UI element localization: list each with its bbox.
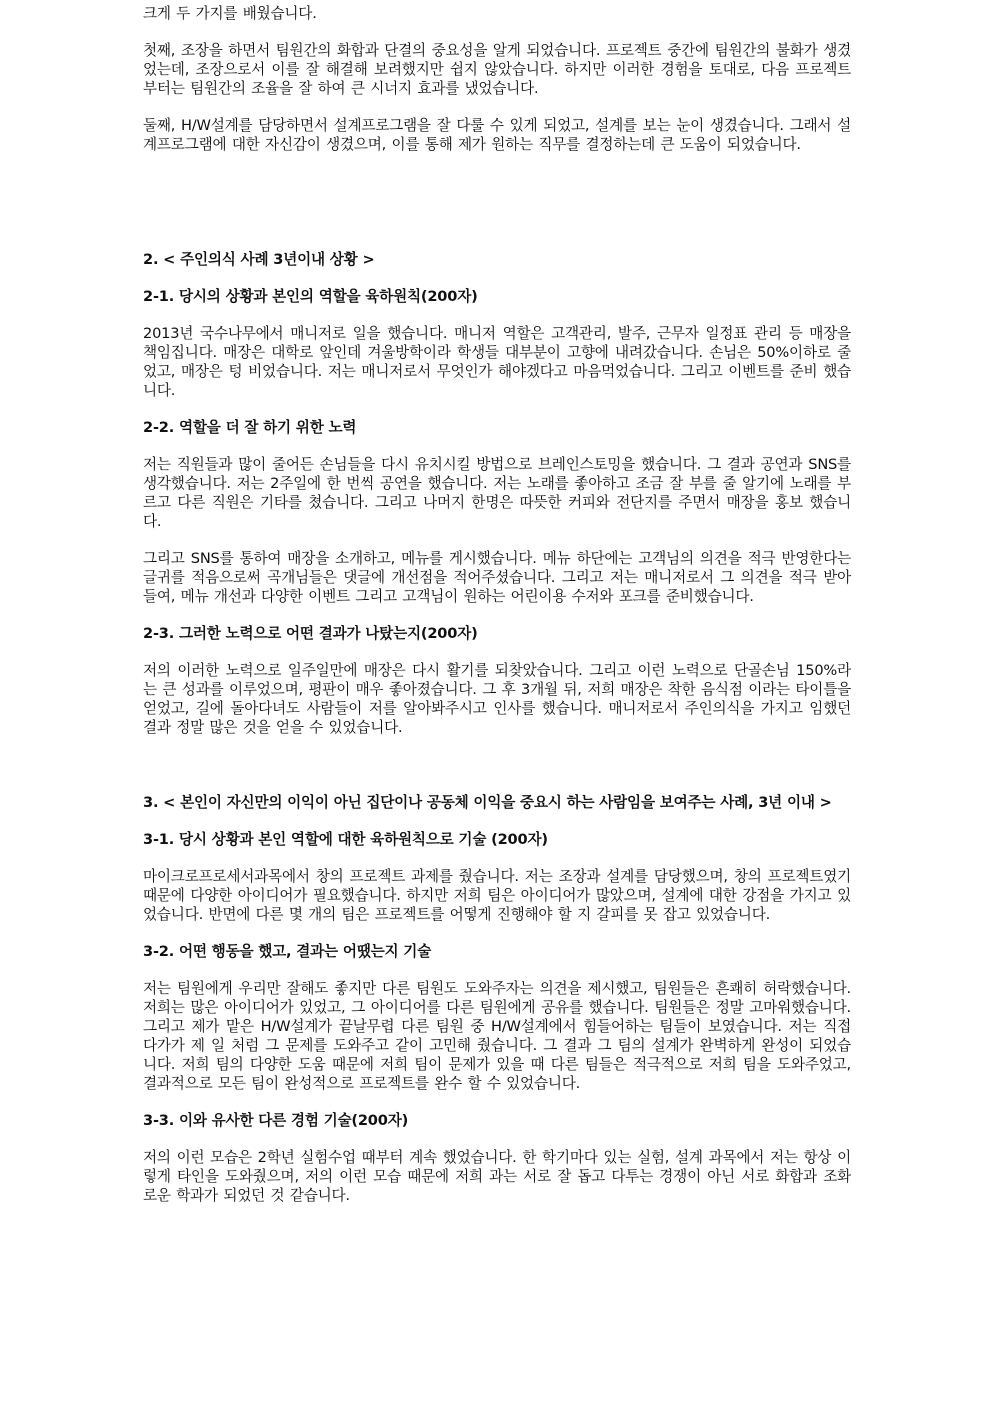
- section-2-title: 2. < 주인의식 사례 3년이내 상황 >: [143, 251, 375, 268]
- section-3-2-paragraph: 저는 팀원에게 우리만 잘해도 좋지만 다른 팀원도 도와주자는 의견을 제시했고, 팀원들은 흔쾌히 허락했습니다. 저희는 많은 아이디어가 있었고, 그 아이디어를 다른 팀원에게 공유를 했습니다. 팀원들은 정말 고마워했습니다. 그리고 제가 맡은 H/W설계가 끝날무렵 다른 팀원 중 H/W설계에서 힘들어하는 팀들이 보였습니다. 저는 직접 다가가 제 일 처럼 그 문제를 도와주고 같이 고민해 줬습니다. 그 결과 그 팀의 설계가 완벽하게 완성이 되었습니다. 저희 팀의 다양한 도움 때문에 저희 팀이 문제가 있을 때 다른 팀들은 적극적으로 저희 팀을 도와주었고, 결과적으로 모든 팀이 완성적으로 프로젝트를 완수 할 수 있었습니다.: [143, 980, 851, 1092]
- section-3-title: 3. < 본인이 자신만의 이익이 아닌 집단이나 공동체 이익을 중요시 하는 사람임을 보여주는 사례, 3년 이내 >: [143, 794, 832, 811]
- section-2-3-paragraph: 저의 이러한 노력으로 일주일만에 매장은 다시 활기를 되찾았습니다. 그리고 이런 노력으로 단골손님 150%라는 큰 성과를 이루었으며, 평판이 매우 좋아졌습니다. 그 후 3개월 뒤, 저희 매장은 착한 음식점 이라는 타이틀을 얻었고, 길에 돌아다녀도 사람들이 저를 알아봐주시고 인사를 했습니다. 매니저로서 주인의식을 가지고 임했던 결과 정말 많은 것을 얻을 수 있었습니다.: [143, 662, 851, 736]
- section-3-2-heading: 3-2. 어떤 행동을 했고, 결과는 어땠는지 기술: [143, 943, 432, 960]
- section-3-1-heading: 3-1. 당시 상황과 본인 역할에 대한 육하원칙으로 기술 (200자): [143, 831, 548, 848]
- section-3-3-heading: 3-3. 이와 유사한 다른 경험 기술(200자): [143, 1112, 409, 1129]
- intro-paragraph-first: 첫째, 조장을 하면서 팀원간의 화합과 단결의 중요성을 알게 되었습니다. 프로젝트 중간에 팀원간의 불화가 생겼었는데, 조장으로서 이를 잘 해결해 보려했지만 쉽지 않았습니다. 하지만 이러한 경험을 토대로, 다음 프로젝트부터는 팀원간의 조율을 잘 하여 큰 시너지 효과를 냈었습니다.: [143, 42, 851, 97]
- section-2-2-paragraph-first: 저는 직원들과 많이 줄어든 손님들을 다시 유치시킬 방법으로 브레인스토밍을 했습니다. 그 결과 공연과 SNS를 생각했습니다. 저는 2주일에 한 번씩 공연을 했습니다. 저는 노래를 좋아하고 조금 잘 부를 줄 알기에 노래를 부르고 다른 직원은 기타를 쳤습니다. 그리고 나머지 한명은 따뜻한 커피와 전단지를 주면서 매장을 홍보 했습니다.: [143, 456, 851, 530]
- section-3-1-paragraph: 마이크로프로세서과목에서 창의 프로젝트 과제를 줬습니다. 저는 조장과 설계를 담당했으며, 창의 프로젝트였기 때문에 다양한 아이디어가 필요했습니다. 하지만 저희 팀은 아이디어가 많았으며, 설계에 대한 강점을 가지고 있었습니다. 반면에 다른 몇 개의 팀은 프로젝트를 어떻게 진행해야 할 지 갈피를 못 잡고 있었습니다.: [143, 868, 851, 923]
- section-2-1-paragraph: 2013년 국수나무에서 매니저로 일을 했습니다. 매니저 역할은 고객관리, 발주, 근무자 일정표 관리 등 매장을 책임집니다. 매장은 대학로 앞인데 겨울방학이라 학생들 대부분이 고향에 내려갔습니다. 손님은 50%이하로 줄었고, 매장은 텅 비었습니다. 저는 매니저로서 무엇인가 해야겠다고 마음먹었습니다. 그리고 이벤트를 준비 했습니다.: [143, 325, 851, 399]
- section-2-2-paragraph-second: 그리고 SNS를 통하여 매장을 소개하고, 메뉴를 게시했습니다. 메뉴 하단에는 고객님의 의견을 적극 반영한다는 글귀를 적음으로써 곡개님들은 댓글에 개선점을 적어주셨습니다. 그리고 저는 매니저로서 그 의견을 적극 받아들여, 메뉴 개선과 다양한 이벤트 그리고 고객님이 원하는 어린이용 수저와 포크를 준비했습니다.: [143, 550, 851, 605]
- intro-line: 크게 두 가지를 배웠습니다.: [143, 5, 317, 22]
- section-3-3-paragraph: 저의 이런 모습은 2학년 실험수업 때부터 계속 했었습니다. 한 학기마다 있는 실험, 설계 과목에서 저는 항상 이렇게 타인을 도와줬으며, 저의 이런 모습 때문에 저희 과는 서로 잘 돕고 다투는 경쟁이 아닌 서로 화합과 조화로운 학과가 되었던 것 같습니다.: [143, 1149, 851, 1204]
- document-page: [143, 4, 851, 1205]
- section-2-2-heading: 2-2. 역할을 더 잘 하기 위한 노력: [143, 419, 357, 436]
- intro-paragraph-second: 둘째, H/W설계를 담당하면서 설계프로그램을 잘 다룰 수 있게 되었고, 설계를 보는 눈이 생겼습니다. 그래서 설계프로그램에 대한 자신감이 생겼으며, 이를 통해 제가 원하는 직무를 결정하는데 큰 도움이 되었습니다.: [143, 117, 851, 153]
- section-2-1-heading: 2-1. 당시의 상황과 본인의 역할을 육하원칙(200자): [143, 288, 478, 305]
- section-2-3-heading: 2-3. 그러한 노력으로 어떤 결과가 나탔는지(200자): [143, 625, 478, 642]
